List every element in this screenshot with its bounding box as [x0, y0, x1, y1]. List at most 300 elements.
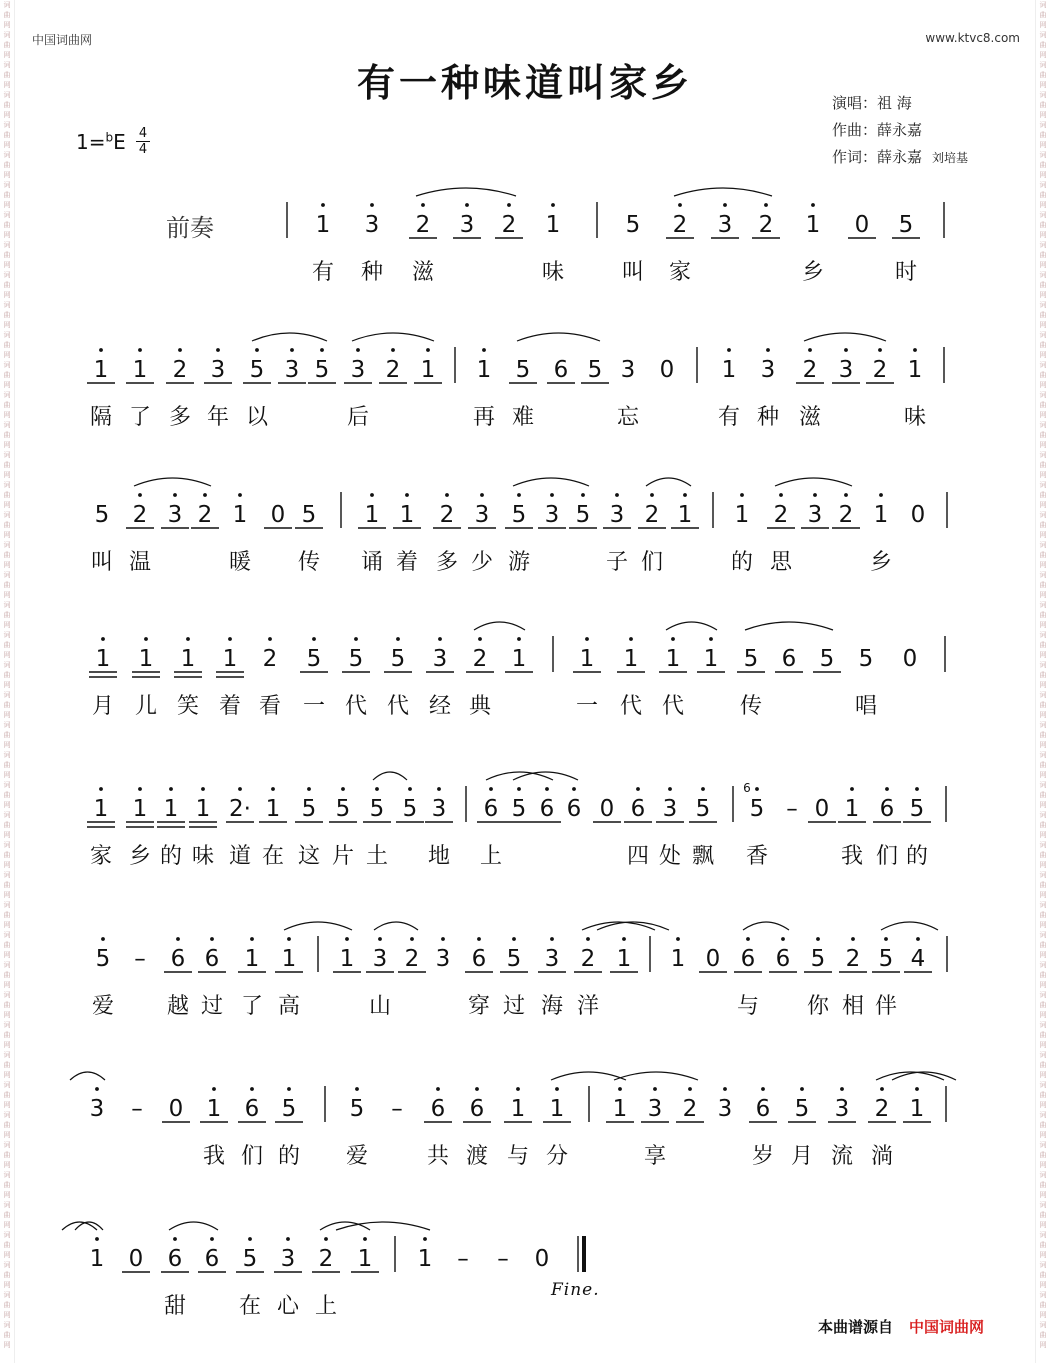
lyric-char: 代 [387, 694, 410, 719]
note: 5 [810, 946, 826, 972]
octave-dot [764, 203, 768, 207]
octave-dot [173, 493, 177, 497]
lyric-char: 高 [278, 994, 301, 1019]
note: 2 [580, 946, 596, 972]
lyric-char: 越 [167, 994, 190, 1019]
octave-dot [676, 937, 680, 941]
octave-dot [800, 1087, 804, 1091]
octave-dot [478, 637, 482, 641]
octave-dot [465, 203, 469, 207]
lyric-char: 家 [90, 844, 113, 869]
lyric-char: 传 [740, 694, 763, 719]
note: 1 [265, 796, 281, 822]
octave-dot [186, 637, 190, 641]
lyric-char: 海 [541, 994, 564, 1019]
note: 5 [898, 212, 914, 238]
octave-dot [779, 493, 783, 497]
octave-dot [551, 203, 555, 207]
note: 1 [909, 1096, 925, 1122]
note: 2 [845, 946, 861, 972]
note: 1 [549, 1096, 565, 1122]
octave-dot [885, 787, 889, 791]
note: 3 [431, 796, 447, 822]
octave-dot [423, 1237, 427, 1241]
time-signature: 4 4 [136, 126, 150, 157]
lyric-char: 过 [503, 994, 526, 1019]
slur [474, 622, 525, 630]
slur [517, 333, 600, 341]
note: 6 [483, 796, 499, 822]
octave-dot [176, 937, 180, 941]
note: 1 [417, 1246, 433, 1272]
note: 1 [665, 646, 681, 672]
lyric-char: 以 [246, 405, 269, 430]
note: 0 [270, 502, 286, 528]
octave-dot [572, 787, 576, 791]
song-title: 有一种味道叫家乡 [356, 60, 693, 105]
octave-dot [250, 1087, 254, 1091]
note: 5 [575, 502, 591, 528]
note: 5 [878, 946, 894, 972]
octave-dot [545, 787, 549, 791]
lyric-char: 共 [427, 1144, 450, 1169]
lyric-char: 们 [876, 844, 899, 869]
note: 1 [89, 1246, 105, 1272]
note: 2 [262, 646, 278, 672]
note: 3 [474, 502, 490, 528]
octave-dot [178, 348, 182, 352]
octave-dot [517, 787, 521, 791]
note: 5 [909, 796, 925, 822]
lyric-char: 分 [546, 1144, 569, 1169]
lyric-char: 忘 [617, 405, 640, 430]
note: 2 [172, 357, 188, 383]
note: 1 [721, 357, 737, 383]
octave-dot [915, 787, 919, 791]
octave-dot [250, 937, 254, 941]
octave-dot [355, 1087, 359, 1091]
octave-dot [477, 937, 481, 941]
note: – [497, 1246, 509, 1272]
octave-dot [811, 203, 815, 207]
octave-dot [653, 1087, 657, 1091]
note: 1 [677, 502, 693, 528]
note: 0 [659, 357, 675, 383]
octave-dot [512, 937, 516, 941]
note: 5 [819, 646, 835, 672]
note: 5 [402, 796, 418, 822]
note: 2 [197, 502, 213, 528]
octave-dot [650, 493, 654, 497]
octave-dot [622, 937, 626, 941]
lyric-char: 有 [312, 260, 335, 285]
note: 1 [476, 357, 492, 383]
lyric-char: 地 [428, 844, 451, 869]
note: 3 [432, 646, 448, 672]
note: 3 [89, 1096, 105, 1122]
note: 5 [94, 502, 110, 528]
slur [513, 478, 589, 486]
octave-dot [813, 493, 817, 497]
note: 5 [515, 357, 531, 383]
note: 1 [339, 946, 355, 972]
octave-dot [879, 493, 883, 497]
note: 3 [167, 502, 183, 528]
lyricist-credit: 作词：薛永嘉 刘培基 [832, 148, 969, 166]
note: – [457, 1246, 469, 1272]
lyric-char: 香 [746, 844, 769, 869]
note: 5 [511, 502, 527, 528]
octave-dot [238, 493, 242, 497]
note: 0 [902, 646, 918, 672]
note: 5 [314, 357, 330, 383]
slur [284, 922, 352, 930]
note: 6 [170, 946, 186, 972]
note: 2 [415, 212, 431, 238]
lyric-char: 渡 [466, 1144, 489, 1169]
site-name-header: 中国词曲网 [32, 33, 93, 47]
lyric-char: 隔 [90, 405, 113, 430]
octave-dot [585, 637, 589, 641]
lyric-char: 着 [396, 550, 419, 575]
note: 6 [539, 796, 555, 822]
note: 1 [545, 212, 561, 238]
note: 0 [814, 796, 830, 822]
octave-dot [913, 348, 917, 352]
note: 2 [802, 357, 818, 383]
note: 3 [435, 946, 451, 972]
note: 0 [534, 1246, 550, 1272]
slur [745, 622, 833, 630]
note: 1 [138, 646, 154, 672]
site-url-header: www.ktvc8.com [925, 31, 1020, 45]
octave-dot [586, 937, 590, 941]
octave-dot [555, 1087, 559, 1091]
lyric-char: 种 [361, 260, 384, 285]
note: 6 [775, 946, 791, 972]
singer-credit: 演唱：祖 海 [832, 94, 912, 112]
octave-dot [101, 937, 105, 941]
octave-dot [307, 787, 311, 791]
lyric-char: 种 [757, 405, 780, 430]
octave-dot [341, 787, 345, 791]
note: 1 [670, 946, 686, 972]
octave-dot [816, 937, 820, 941]
lyric-char: 们 [641, 550, 664, 575]
lyric-char: 心 [277, 1294, 300, 1319]
octave-dot [740, 493, 744, 497]
note: 1 [844, 796, 860, 822]
note: 3 [807, 502, 823, 528]
lyric-char: 叫 [622, 260, 645, 285]
octave-dot [482, 348, 486, 352]
octave-dot [290, 348, 294, 352]
note: 2 [682, 1096, 698, 1122]
note: 1 [907, 357, 923, 383]
note: 5 [506, 946, 522, 972]
note: 3 [372, 946, 388, 972]
octave-dot [354, 637, 358, 641]
note: 2 [672, 212, 688, 238]
note: 6 [430, 1096, 446, 1122]
note: 1 [420, 357, 436, 383]
lyric-char: 家 [669, 260, 692, 285]
note: 6 [740, 946, 756, 972]
note: 5 [335, 796, 351, 822]
lyric-char: 上 [480, 844, 503, 869]
note: 2 [439, 502, 455, 528]
note: 5 [695, 796, 711, 822]
note: 2 [385, 357, 401, 383]
lyric-char: 在 [239, 1294, 262, 1319]
note: 3 [662, 796, 678, 822]
lyric-char: 传 [298, 550, 321, 575]
note: 0 [599, 796, 615, 822]
octave-dot [408, 787, 412, 791]
slur [804, 333, 886, 341]
octave-dot [169, 787, 173, 791]
note: 0 [854, 212, 870, 238]
note: 5 [390, 646, 406, 672]
note: 1 [364, 502, 380, 528]
lyric-char: 享 [644, 1144, 667, 1169]
lyric-char: 与 [737, 994, 760, 1019]
octave-dot [421, 203, 425, 207]
octave-dot [203, 493, 207, 497]
note: 2 [874, 1096, 890, 1122]
note: 5 [749, 796, 765, 822]
octave-dot [550, 493, 554, 497]
slur [373, 772, 407, 780]
lyric-char: 的 [906, 844, 929, 869]
lyric-char: 与 [507, 1144, 530, 1169]
octave-dot [173, 1237, 177, 1241]
slur [646, 478, 691, 486]
lyric-char: 我 [841, 844, 864, 869]
note: 6 [781, 646, 797, 672]
note: 1 [399, 502, 415, 528]
octave-dot [746, 937, 750, 941]
note: 6 [204, 1246, 220, 1272]
note: 2 [472, 646, 488, 672]
note: 2· [229, 796, 251, 822]
octave-dot [410, 937, 414, 941]
note: 3 [210, 357, 226, 383]
lyric-char: 伴 [875, 994, 898, 1019]
slur [486, 772, 553, 780]
octave-dot [615, 493, 619, 497]
lyric-char: 难 [512, 405, 535, 430]
octave-dot [95, 1087, 99, 1091]
lyric-char: 味 [192, 844, 215, 869]
octave-dot [248, 1237, 252, 1241]
octave-dot [701, 787, 705, 791]
lyric-char: 温 [129, 550, 152, 575]
octave-dot [216, 348, 220, 352]
lyric-char: 着 [219, 694, 242, 719]
octave-dot [405, 493, 409, 497]
lyric-char: 道 [229, 844, 252, 869]
note: 0 [128, 1246, 144, 1272]
lyric-char: 甜 [164, 1294, 187, 1319]
lyric-char: 再 [473, 405, 496, 430]
octave-dot [916, 937, 920, 941]
octave-dot [210, 937, 214, 941]
octave-dot [668, 787, 672, 791]
lyric-char: 多 [436, 550, 459, 575]
octave-dot [212, 1087, 216, 1091]
octave-dot [324, 1237, 328, 1241]
slur [416, 188, 516, 196]
octave-dot [370, 493, 374, 497]
note: 5 [349, 1096, 365, 1122]
note: 6 [471, 946, 487, 972]
lyric-char: 片 [332, 844, 355, 869]
lyric-char: 有 [718, 405, 741, 430]
slur [75, 1222, 103, 1230]
note: 1 [315, 212, 331, 238]
octave-dot [99, 348, 103, 352]
lyric-char: 们 [241, 1144, 264, 1169]
note: 3 [350, 357, 366, 383]
octave-dot [286, 1237, 290, 1241]
note: 5 [511, 796, 527, 822]
note: 1 [623, 646, 639, 672]
slur [775, 478, 852, 486]
note: 6 [204, 946, 220, 972]
lyric-char: 上 [315, 1294, 338, 1319]
note: 1 [222, 646, 238, 672]
octave-dot [709, 637, 713, 641]
lyric-char: 乡 [129, 844, 152, 869]
slur [252, 333, 327, 341]
lyric-char: 滋 [412, 260, 435, 285]
slur [881, 922, 938, 930]
octave-dot [396, 637, 400, 641]
lyric-char: 飘 [692, 844, 715, 869]
octave-dot [378, 937, 382, 941]
octave-dot [201, 787, 205, 791]
lyric-char: 土 [366, 844, 389, 869]
octave-dot [915, 1087, 919, 1091]
note: 5 [587, 357, 603, 383]
note: 1 [195, 796, 211, 822]
octave-dot [550, 937, 554, 941]
octave-dot [101, 637, 105, 641]
octave-dot [844, 493, 848, 497]
note: 1 [357, 1246, 373, 1272]
note: 3 [647, 1096, 663, 1122]
octave-dot [228, 637, 232, 641]
octave-dot [255, 348, 259, 352]
note: 2 [318, 1246, 334, 1272]
lyric-char: 乡 [802, 260, 825, 285]
octave-dot [475, 1087, 479, 1091]
octave-dot [138, 787, 142, 791]
octave-dot [438, 637, 442, 641]
octave-dot [507, 203, 511, 207]
octave-dot [356, 348, 360, 352]
note: 3 [459, 212, 475, 238]
slur [743, 922, 789, 930]
note: 3 [717, 1096, 733, 1122]
octave-dot [441, 937, 445, 941]
note: 1 [163, 796, 179, 822]
note: 1 [206, 1096, 222, 1122]
octave-dot [629, 637, 633, 641]
lyric-char: 爱 [92, 994, 115, 1019]
note: 1 [703, 646, 719, 672]
note: 5 [369, 796, 385, 822]
note: 3 [364, 212, 380, 238]
lyric-char: 山 [369, 994, 392, 1019]
lyric-char: 爱 [346, 1144, 369, 1169]
slur [336, 1222, 430, 1230]
note: 5 [249, 357, 265, 383]
lyric-char: 代 [620, 694, 643, 719]
octave-dot [370, 203, 374, 207]
octave-dot [723, 1087, 727, 1091]
slur [352, 333, 434, 341]
lyric-char: 在 [262, 844, 285, 869]
octave-dot [755, 787, 759, 791]
composer-credit: 作曲：薛永嘉 [832, 121, 923, 139]
note: – [131, 1096, 143, 1122]
lyric-char: 年 [207, 405, 230, 430]
octave-dot [517, 493, 521, 497]
note: 1 [510, 1096, 526, 1122]
octave-dot [138, 493, 142, 497]
note: 3 [544, 946, 560, 972]
octave-dot [312, 637, 316, 641]
note: 5 [794, 1096, 810, 1122]
lyric-char: 这 [298, 844, 321, 869]
lyric-char: 一 [576, 694, 599, 719]
octave-dot [436, 1087, 440, 1091]
note: 1 [873, 502, 889, 528]
octave-dot [391, 348, 395, 352]
slur [513, 772, 578, 780]
note: 2 [132, 502, 148, 528]
slur [666, 622, 717, 630]
octave-dot [426, 348, 430, 352]
octave-dot [850, 787, 854, 791]
octave-dot [95, 1237, 99, 1241]
note: 3 [717, 212, 733, 238]
lyric-char: 多 [169, 405, 192, 430]
lyric-char: 代 [345, 694, 368, 719]
note: 1 [232, 502, 248, 528]
octave-dot [761, 1087, 765, 1091]
lyric-char: 岁 [752, 1144, 775, 1169]
note: 6 [630, 796, 646, 822]
octave-dot [287, 937, 291, 941]
key-signature: 1=$^b$E [76, 130, 126, 154]
octave-dot [581, 493, 585, 497]
note: 2 [758, 212, 774, 238]
note: – [786, 796, 798, 822]
note: 5 [301, 796, 317, 822]
octave-dot [516, 1087, 520, 1091]
slur [169, 1222, 218, 1230]
lyric-char: 诵 [361, 550, 384, 575]
lyric-char: 滋 [799, 405, 822, 430]
lyric-char: 味 [542, 260, 565, 285]
footer-source: 本曲谱源自 中国词曲网 [818, 1318, 985, 1336]
lyric-char: 过 [201, 994, 224, 1019]
lyric-char: 暖 [229, 550, 252, 575]
octave-dot [840, 1087, 844, 1091]
